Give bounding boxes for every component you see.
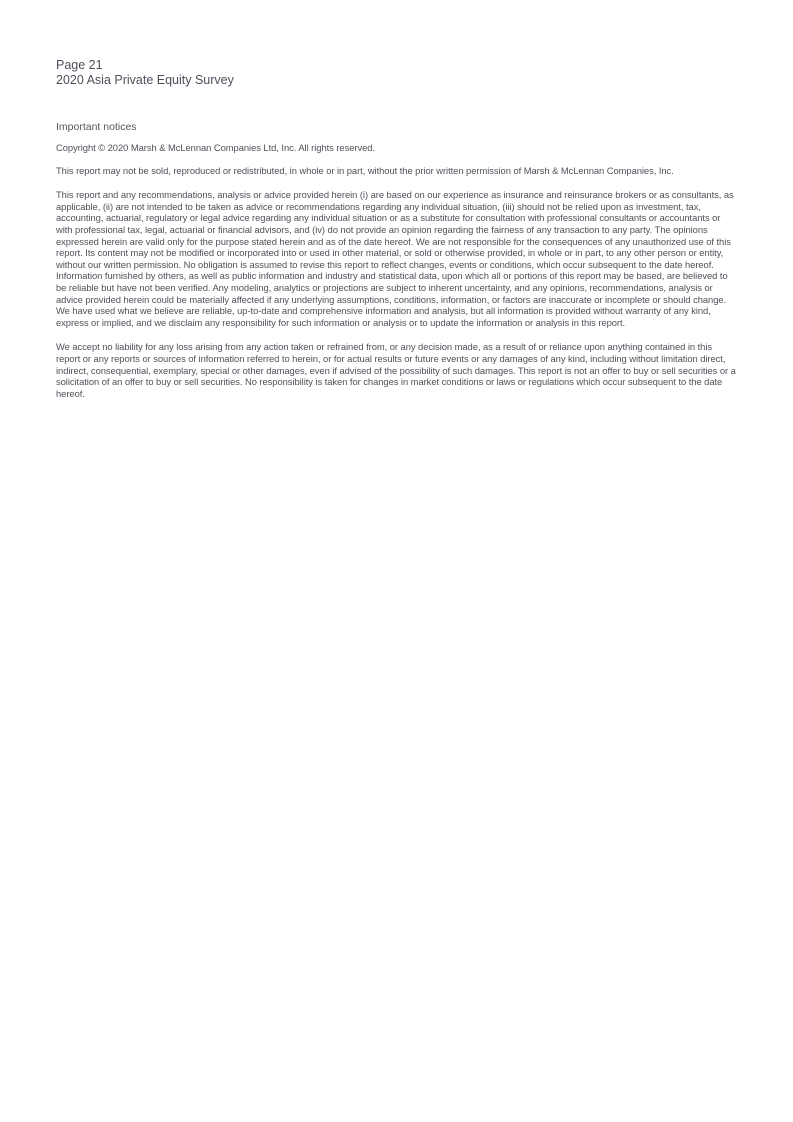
- redistribution-notice: This report may not be sold, reproduced or redistributed, in whole or in part, without the prior written permission of Marsh & McLennan Companies, Inc.: [56, 164, 674, 176]
- disclaimer-paragraph: This report and any recommendations, analysis or advice provided herein (i) are based on our experience as insurance and reinsurance brokers or as consultants, as applicable, (ii) are not intended to be taken as advice or recommendations regarding any individual situation, (iii) should not be relied upon as investment, tax, accounting, actuarial, regulatory or legal advice regarding any individual situation or as a substitute for consultation with professional consultants or accountants or with professional tax, legal, actuarial or financial advisors, and (iv) do not provide an opinion regarding the fairness of any transaction to any party. The opinions expressed herein are valid only for the purpose stated herein and as of the date hereof. We are not responsible for the consequences of any unauthorized use of this report. Its content may not be modified or incorporated into or used in other material, or sold or otherwise provided, in whole or in part, to any other person or entity, without our written permission. No obligation is assumed to revise this report to reflect changes, events or conditions, which occur subsequent to the date hereof. Information furnished by others, as well as public information and industry and statistical data, upon which all or portions of this report may be based, are believed to be reliable but have not been verified. Any modeling, analytics or projections are subject to inherent uncertainty, and any opinions, recommendations, analysis or advice provided herein could be materially affected if any underlying assumptions, conditions, information, or factors are inaccurate or incomplete or should change. We have used what we believe are reliable, up-to-date and comprehensive information and analysis, but all information is provided without warranty of any kind, express or implied, and we disclaim any responsibility for such information or analysis or to update the information or analysis in this report.: [56, 189, 734, 328]
- page-number: Page 21: [56, 58, 103, 72]
- liability-paragraph: We accept no liability for any loss arising from any action taken or refrained from, or any decision made, as a result of or reliance upon anything contained in this report or any reports or sources of information referred to herein, or for actual results or future events or any damages of any kind, including without limitation direct, indirect, consequential, exemplary, special or other damages, even if advised of the possibility of such damages. This report is not an offer to buy or sell securities or a solicitation of an offer to buy or sell securities. No responsibility is taken for changes in market conditions or laws or regulations which occur subsequent to the date hereof.: [56, 341, 736, 399]
- notices-heading: Important notices: [56, 121, 137, 133]
- report-title: 2020 Asia Private Equity Survey: [56, 73, 234, 87]
- copyright-notice: Copyright © 2020 Marsh & McLennan Companies Ltd, Inc. All rights reserved.: [56, 142, 375, 153]
- document-page: [56, 58, 736, 399]
